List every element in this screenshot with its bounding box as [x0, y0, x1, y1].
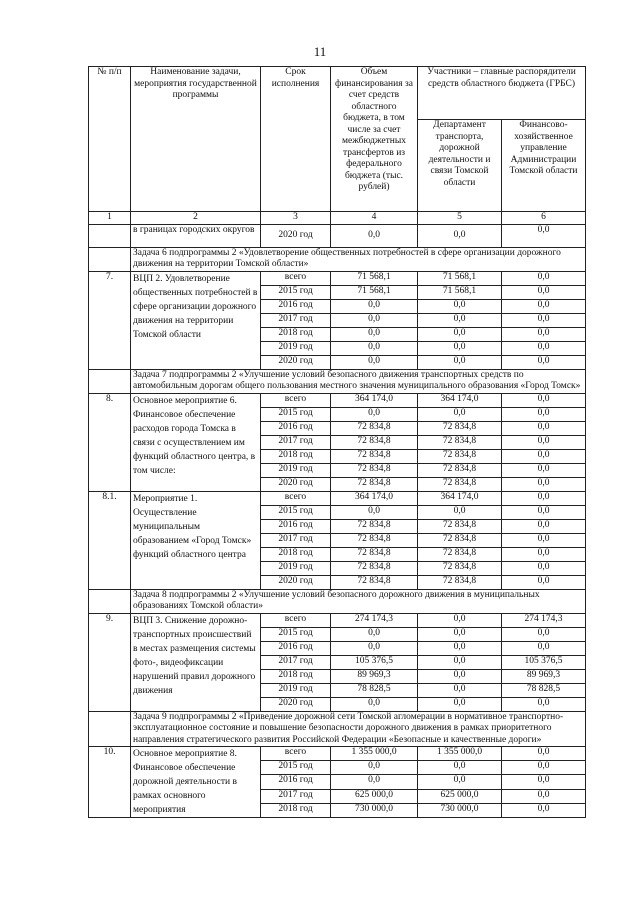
volume-cell: 0,0: [331, 407, 418, 421]
volume-cell: 0,0: [331, 627, 418, 641]
column-index-row: [89, 212, 586, 225]
item-number: 8.1.: [89, 491, 131, 589]
fin-cell: 0,0: [502, 421, 586, 435]
fin-cell: 0,0: [502, 547, 586, 561]
task-text: Задача 6 подпрограммы 2 «Удовлетворение общественных потребностей в сфере организации дорожного движения на территории Томской области»: [131, 247, 586, 271]
header-row-1: [89, 67, 586, 120]
term-cell: 2018 год: [261, 449, 331, 463]
dept-cell: 72 834,8: [418, 547, 502, 561]
dept-cell: 72 834,8: [418, 561, 502, 575]
carry-fin: 0,0: [502, 224, 586, 247]
fin-cell: 0,0: [502, 463, 586, 477]
dept-cell: 0,0: [418, 627, 502, 641]
volume-cell: 72 834,8: [331, 435, 418, 449]
volume-cell: 71 568,1: [331, 271, 418, 285]
carry-dept: 0,0: [418, 224, 502, 247]
fin-cell: 0,0: [502, 761, 586, 775]
term-cell: 2018 год: [261, 327, 331, 341]
dept-cell: 0,0: [418, 761, 502, 775]
dept-cell: 364 174,0: [418, 491, 502, 505]
fin-cell: 0,0: [502, 561, 586, 575]
fin-cell: 0,0: [502, 505, 586, 519]
dept-cell: 0,0: [418, 313, 502, 327]
term-cell: 2019 год: [261, 341, 331, 355]
term-cell: 2015 год: [261, 407, 331, 421]
volume-cell: 0,0: [331, 761, 418, 775]
fin-cell: 0,0: [502, 697, 586, 711]
header-volume: Объем финансирования за счет средств областного бюджета, в том числе за счет межбюджетных трансфертов из федерального бюджета (тыс. рублей): [331, 67, 418, 212]
volume-cell: 72 834,8: [331, 449, 418, 463]
task-8-row: [89, 589, 586, 613]
dept-cell: 0,0: [418, 613, 502, 627]
dept-cell: 72 834,8: [418, 421, 502, 435]
fin-cell: 0,0: [502, 341, 586, 355]
col-index: 3: [261, 212, 331, 225]
term-cell: 2017 год: [261, 789, 331, 803]
item-8-1-row: [89, 491, 586, 505]
volume-cell: 625 000,0: [331, 789, 418, 803]
task-6-row: [89, 247, 586, 271]
volume-cell: 0,0: [331, 697, 418, 711]
volume-cell: 0,0: [331, 299, 418, 313]
task-7-row: [89, 369, 586, 393]
header-dept: Департамент транспорта, дорожной деятельности и связи Томской области: [418, 120, 502, 212]
volume-cell: 1 355 000,0: [331, 747, 418, 761]
fin-cell: 0,0: [502, 627, 586, 641]
dept-cell: 72 834,8: [418, 575, 502, 589]
volume-cell: 71 568,1: [331, 285, 418, 299]
task-9-row: [89, 711, 586, 747]
term-cell: 2019 год: [261, 463, 331, 477]
dept-cell: 0,0: [418, 697, 502, 711]
fin-cell: 0,0: [502, 803, 586, 817]
volume-cell: 0,0: [331, 775, 418, 789]
volume-cell: 0,0: [331, 313, 418, 327]
item-number: 9.: [89, 613, 131, 711]
volume-cell: 72 834,8: [331, 463, 418, 477]
volume-cell: 364 174,0: [331, 491, 418, 505]
fin-cell: 0,0: [502, 747, 586, 761]
col-index: 2: [131, 212, 261, 225]
col-index: 6: [502, 212, 586, 225]
dept-cell: 0,0: [418, 669, 502, 683]
fin-cell: 0,0: [502, 533, 586, 547]
header-no: № п/п: [89, 67, 131, 212]
fin-cell: 0,0: [502, 271, 586, 285]
volume-cell: 0,0: [331, 355, 418, 369]
dept-cell: 625 000,0: [418, 789, 502, 803]
term-cell: 2017 год: [261, 313, 331, 327]
item-name: Мероприятие 1. Осуществление муниципальным образованием «Город Томск» функций областного центра: [131, 491, 261, 589]
item-name: Основное мероприятие 8. Финансовое обеспечение дорожной деятельности в рамках основного мероприятия: [131, 747, 261, 818]
volume-cell: 89 969,3: [331, 669, 418, 683]
term-cell: всего: [261, 271, 331, 285]
dept-cell: 0,0: [418, 683, 502, 697]
term-cell: 2016 год: [261, 299, 331, 313]
volume-cell: 730 000,0: [331, 803, 418, 817]
col-index: 1: [89, 212, 131, 225]
dept-cell: 72 834,8: [418, 463, 502, 477]
fin-cell: 274 174,3: [502, 613, 586, 627]
term-cell: всего: [261, 747, 331, 761]
term-cell: 2016 год: [261, 519, 331, 533]
dept-cell: 0,0: [418, 407, 502, 421]
fin-cell: 0,0: [502, 575, 586, 589]
term-cell: 2018 год: [261, 547, 331, 561]
term-cell: 2016 год: [261, 775, 331, 789]
fin-cell: 105 376,5: [502, 655, 586, 669]
fin-cell: 0,0: [502, 355, 586, 369]
col-index: 5: [418, 212, 502, 225]
dept-cell: 1 355 000,0: [418, 747, 502, 761]
volume-cell: 0,0: [331, 327, 418, 341]
term-cell: 2020 год: [261, 697, 331, 711]
dept-cell: 0,0: [418, 341, 502, 355]
header-participants: Участники – главные распорядители средств областного бюджета (ГРБС): [418, 67, 586, 120]
term-cell: 2015 год: [261, 285, 331, 299]
dept-cell: 0,0: [418, 327, 502, 341]
dept-cell: 71 568,1: [418, 271, 502, 285]
item-name: ВЦП 2. Удовлетворение общественных потребностей в сфере организации дорожного движения на территории Томской области: [131, 271, 261, 369]
fin-cell: 0,0: [502, 775, 586, 789]
carry-row: [89, 224, 586, 247]
term-cell: 2020 год: [261, 355, 331, 369]
fin-cell: 0,0: [502, 285, 586, 299]
fin-cell: 0,0: [502, 789, 586, 803]
task-text: Задача 8 подпрограммы 2 «Улучшение условий безопасного дорожного движения в муниципальных образованиях Томской области»: [131, 589, 586, 613]
task-text: Задача 9 подпрограммы 2 «Приведение дорожной сети Томской агломерации в нормативное транспортно-эксплуатационное состояние и повышение безопасности дорожного движения в рамках приоритетного направления стратегического развития Российской Федерации «Безопасные и качественные дороги»: [131, 711, 586, 747]
dept-cell: 0,0: [418, 505, 502, 519]
dept-cell: 72 834,8: [418, 435, 502, 449]
fin-cell: 0,0: [502, 435, 586, 449]
dept-cell: 0,0: [418, 299, 502, 313]
fin-cell: 78 828,5: [502, 683, 586, 697]
volume-cell: 364 174,0: [331, 393, 418, 407]
dept-cell: 72 834,8: [418, 477, 502, 491]
fin-cell: 0,0: [502, 641, 586, 655]
fin-cell: 0,0: [502, 313, 586, 327]
item-name: Основное мероприятие 6. Финансовое обеспечение расходов города Томска в связи с осуществлением им функций областного центра, в том числе:: [131, 393, 261, 491]
volume-cell: 72 834,8: [331, 519, 418, 533]
dept-cell: 0,0: [418, 641, 502, 655]
fin-cell: 0,0: [502, 299, 586, 313]
item-8-row: [89, 393, 586, 407]
dept-cell: 0,0: [418, 655, 502, 669]
fin-cell: 0,0: [502, 519, 586, 533]
header-fin: Финансово-хозяйственное управление Администрации Томской области: [502, 120, 586, 212]
term-cell: 2020 год: [261, 477, 331, 491]
item-number: 7.: [89, 271, 131, 369]
item-number: 10.: [89, 747, 131, 818]
program-table: [88, 66, 586, 818]
dept-cell: 72 834,8: [418, 519, 502, 533]
carry-volume: 0,0: [331, 224, 418, 247]
task-text: Задача 7 подпрограммы 2 «Улучшение условий безопасного движения транспортных средств по автомобильным дорогам общего пользования местного значения муниципального образования «Город Томск»: [131, 369, 586, 393]
item-10-row: [89, 747, 586, 761]
term-cell: 2017 год: [261, 655, 331, 669]
fin-cell: 0,0: [502, 477, 586, 491]
fin-cell: 0,0: [502, 327, 586, 341]
item-name: ВЦП 3. Снижение дорожно-транспортных происшествий в местах размещения системы фото-, видеофиксации нарушений правил дорожного движения: [131, 613, 261, 711]
dept-cell: 72 834,8: [418, 533, 502, 547]
volume-cell: 0,0: [331, 505, 418, 519]
volume-cell: 78 828,5: [331, 683, 418, 697]
fin-cell: 0,0: [502, 393, 586, 407]
dept-cell: 0,0: [418, 775, 502, 789]
volume-cell: 72 834,8: [331, 575, 418, 589]
header-name: Наименование задачи, мероприятия государственной программы: [131, 67, 261, 212]
fin-cell: 0,0: [502, 491, 586, 505]
term-cell: 2015 год: [261, 627, 331, 641]
item-number: 8.: [89, 393, 131, 491]
volume-cell: 72 834,8: [331, 421, 418, 435]
volume-cell: 72 834,8: [331, 477, 418, 491]
volume-cell: 0,0: [331, 341, 418, 355]
term-cell: 2019 год: [261, 683, 331, 697]
fin-cell: 0,0: [502, 449, 586, 463]
page-number: 11: [313, 44, 327, 59]
term-cell: 2017 год: [261, 435, 331, 449]
term-cell: всего: [261, 613, 331, 627]
volume-cell: 105 376,5: [331, 655, 418, 669]
term-cell: 2019 год: [261, 561, 331, 575]
dept-cell: 72 834,8: [418, 449, 502, 463]
volume-cell: 274 174,3: [331, 613, 418, 627]
volume-cell: 0,0: [331, 641, 418, 655]
term-cell: 2015 год: [261, 761, 331, 775]
term-cell: 2018 год: [261, 803, 331, 817]
term-cell: 2018 год: [261, 669, 331, 683]
term-cell: 2016 год: [261, 421, 331, 435]
term-cell: 2015 год: [261, 505, 331, 519]
dept-cell: 730 000,0: [418, 803, 502, 817]
term-cell: 2020 год: [261, 575, 331, 589]
term-cell: 2017 год: [261, 533, 331, 547]
term-cell: 2016 год: [261, 641, 331, 655]
dept-cell: 71 568,1: [418, 285, 502, 299]
col-index: 4: [331, 212, 418, 225]
item-7-row: [89, 271, 586, 285]
dept-cell: 364 174,0: [418, 393, 502, 407]
volume-cell: 72 834,8: [331, 547, 418, 561]
volume-cell: 72 834,8: [331, 533, 418, 547]
term-cell: всего: [261, 393, 331, 407]
carry-term: 2020 год: [261, 224, 331, 247]
carry-name: в границах городских округов: [131, 224, 261, 247]
volume-cell: 72 834,8: [331, 561, 418, 575]
item-9-row: [89, 613, 586, 627]
fin-cell: 0,0: [502, 407, 586, 421]
fin-cell: 89 969,3: [502, 669, 586, 683]
dept-cell: 0,0: [418, 355, 502, 369]
header-term: Срок исполнения: [261, 67, 331, 212]
term-cell: всего: [261, 491, 331, 505]
